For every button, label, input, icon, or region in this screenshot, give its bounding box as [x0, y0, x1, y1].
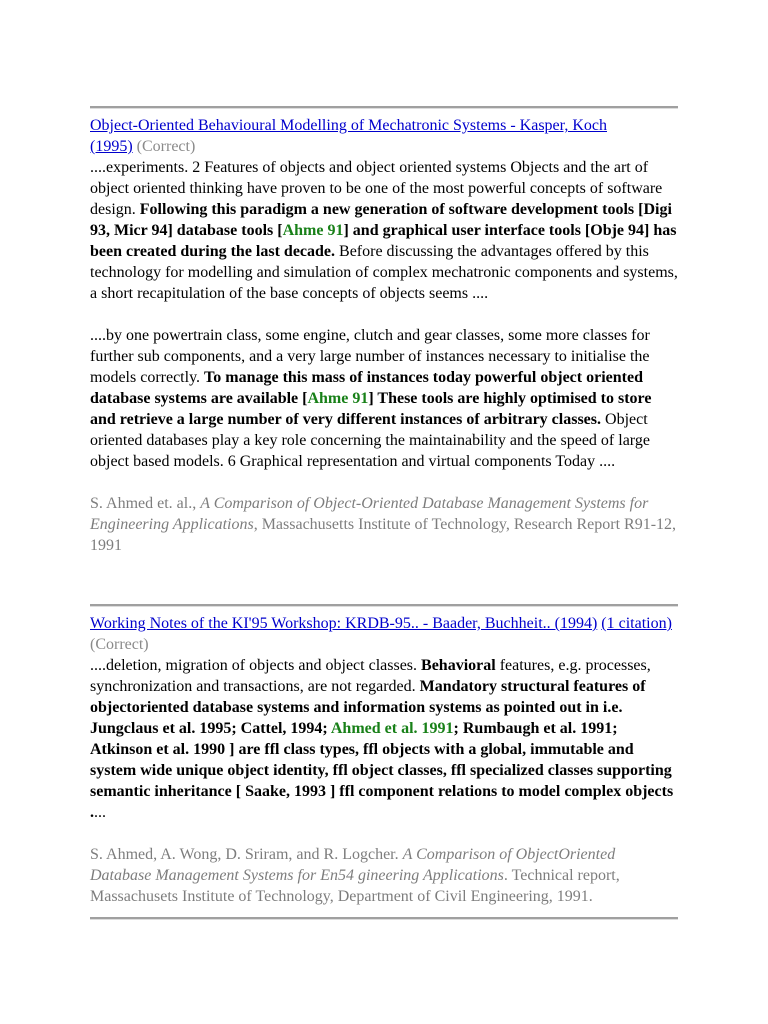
result-title-link-2[interactable]: Working Notes of the KI'95 Workshop: KRDB-95.. - Baader, Buchheit.. (1994) — [90, 615, 598, 632]
result-entry-1 — [90, 115, 678, 556]
citation-count-link-2[interactable]: (1 citation) — [601, 615, 672, 632]
result-heading-2 — [90, 613, 678, 655]
ref-link-ahme91-a[interactable]: Ahme 91 — [282, 222, 344, 239]
result-heading-1 — [90, 115, 678, 157]
divider-middle — [90, 604, 678, 607]
divider-top — [90, 106, 678, 109]
result-title-link-1[interactable]: Object-Oriented Behavioural Modelling of Mechatronic Systems - Kasper, Koch (1995) — [90, 117, 607, 155]
citation-1: S. Ahmed et. al., A Comparison of Object-Oriented Database Management Systems for Engineering Applications, Massachusetts Institute of Technology, Research Report R91-12, 1991 — [90, 495, 677, 554]
ref-link-ahme91-b[interactable]: Ahme 91 — [307, 390, 369, 407]
correct-link-2[interactable]: (Correct) — [90, 636, 149, 653]
correct-link-1[interactable]: (Correct) — [136, 138, 196, 155]
snippet-2: ....deletion, migration of objects and object classes. Behavioral features, e.g. processes, synchronization and transactions, are not regarded. Mandatory structural features of objectoriented database systems and information systems as pointed out in i.e. Jungclaus et al. 1995; Cattel, 1994; Ahmed et al. 1991; Rumbaugh et al. 1991; Atkinson et al. 1990 ] are ffl class types, ffl objects with a global, immutable and system wide unique object identity, ffl object classes, ffl specialized classes supporting semantic inheritance [ Saake, 1993 ] ffl component relations to model complex objects .... — [90, 657, 674, 821]
snippet-1a: ....experiments. 2 Features of objects and object oriented systems Objects and the art of object oriented thinking have proven to be one of the most powerful concepts of software design. Following this paradigm a new generation of software development tools [Digi 93, Micr 94] database tools [Ahme 91] and graphical user interface tools [Obje 94] has been created during the last decade. Before discussing the advantages offered by this technology for modelling and simulation of complex mechatronic components and systems, a short recapitulation of the base concepts of objects seems .... — [90, 159, 678, 302]
citation-2: S. Ahmed, A. Wong, D. Sriram, and R. Logcher. A Comparison of ObjectOriented Database Management Systems for En54 gineering Applications. Technical report, Massachusets Institute of Technology, Department of Civil Engineering, 1991. — [90, 846, 620, 905]
ref-link-ahmed1991[interactable]: Ahmed et al. 1991 — [330, 720, 454, 737]
snippet-1b: ....by one powertrain class, some engine, clutch and gear classes, some more classes for further sub components, and a very large number of instances necessary to initialise the models correctly. To manage this mass of instances today powerful object oriented database systems are available [Ahme 91] These tools are highly optimised to store and retrieve a large number of very different instances of arbitrary classes. Object oriented databases play a key role concerning the maintainability and the speed of large object based models. 6 Graphical representation and virtual components Today .... — [90, 327, 652, 470]
divider-bottom — [90, 917, 678, 920]
result-entry-2 — [90, 613, 678, 907]
